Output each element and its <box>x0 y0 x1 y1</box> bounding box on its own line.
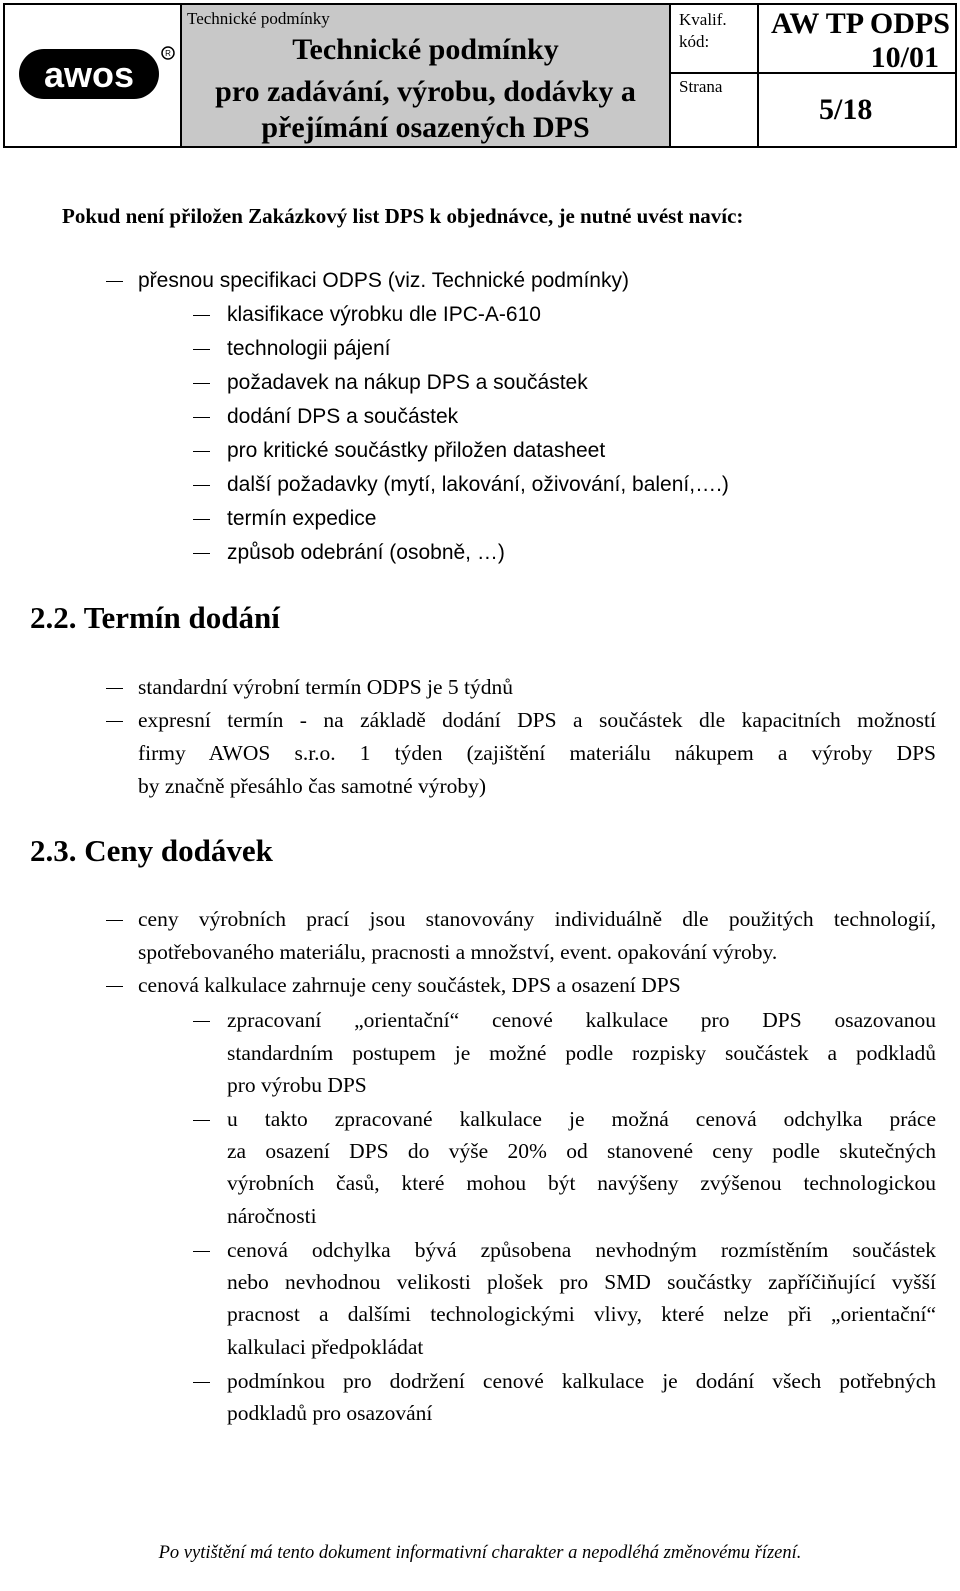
kvalif-value-1: AW TP ODPS <box>771 7 950 40</box>
dash-marker <box>193 1382 210 1383</box>
kvalif-label-1: Kvalif. <box>679 10 727 29</box>
list-item: standardní výrobní termín ODPS je 5 týdnů <box>138 675 514 699</box>
awos-logo <box>17 45 177 105</box>
list-item-line: ceny výrobních prací jsou stanovovány individuálně dle použitých technologií, <box>138 907 936 931</box>
kvalif-label-2: kód: <box>679 32 710 51</box>
label-divider <box>671 72 757 74</box>
dash-marker <box>193 383 210 384</box>
header-small-title: Technické podmínky <box>187 9 330 28</box>
svg-text:R: R <box>165 49 171 58</box>
dash-marker <box>193 1120 210 1121</box>
dash-marker <box>193 451 210 452</box>
dash-marker <box>106 986 123 987</box>
kvalif-value-2: 10/01 <box>870 41 939 74</box>
intro-text: Pokud není přiložen Zakázkový list DPS k objednávce, je nutné uvést navíc: <box>62 204 744 228</box>
page-label: Strana <box>679 77 723 96</box>
dash-marker <box>106 281 123 282</box>
sub-item-line: výrobních časů, které mohou být navýšeny zvýšenou technologickou <box>227 1171 936 1195</box>
sub-item-line: u takto zpracované kalkulace je možná cenová odchylka práce <box>227 1107 936 1131</box>
sub-item-line: náročnosti <box>227 1204 317 1228</box>
list-item: klasifikace výrobku dle IPC-A-610 <box>227 303 541 326</box>
section-heading: 2.3. Ceny dodávek <box>30 833 273 868</box>
list-item-line: by značně přesáhlo čas samotné výroby) <box>138 774 487 798</box>
list-item: další požadavky (mytí, lakování, oživování, balení,….) <box>227 473 729 496</box>
list-item: požadavek na nákup DPS a součástek <box>227 371 588 394</box>
document-header <box>3 3 957 148</box>
dash-marker <box>193 315 210 316</box>
sub-item-line: za osazení DPS do výše 20% od stanovené ceny podle skutečných <box>227 1139 936 1163</box>
page-value: 5/18 <box>819 93 873 126</box>
header-title-line2: pro zadávání, výrobu, dodávky a <box>215 75 636 108</box>
sub-item-line: kalkulaci předpokládat <box>227 1335 424 1359</box>
sub-item-line: pracnost a dalšími technologickými vlivy, které nelze při „orientační“ <box>227 1302 936 1326</box>
sub-item-line: pro výrobu DPS <box>227 1073 367 1097</box>
list-item-line: spotřebovaného materiálu, pracnosti a množství, event. opakování výroby. <box>138 940 778 964</box>
value-divider <box>759 72 955 74</box>
dash-marker <box>193 519 210 520</box>
list-item: pro kritické součástky přiložen datasheet <box>227 439 606 462</box>
dash-marker <box>193 1021 210 1022</box>
title-cell <box>182 5 671 146</box>
list-item: způsob odebrání (osobně, …) <box>227 541 505 564</box>
svg-text:awos: awos <box>43 54 135 95</box>
list-item: dodání DPS a součástek <box>227 405 459 428</box>
logo-cell <box>5 5 182 146</box>
list-item: termín expedice <box>227 507 377 530</box>
sub-item-line: nebo nevhodnou velikosti plošek pro SMD součástky zapříčiňující vyšší <box>227 1270 936 1294</box>
list-item: cenová kalkulace zahrnuje ceny součástek, DPS a osazení DPS <box>138 973 681 997</box>
list-item-line: expresní termín - na základě dodání DPS a součástek dle kapacitních možností <box>138 708 936 732</box>
section-heading: 2.2. Termín dodání <box>30 600 280 635</box>
dash-marker <box>193 1251 210 1252</box>
label-cell <box>671 5 759 146</box>
value-cell <box>759 5 955 146</box>
dash-marker <box>106 688 123 689</box>
sub-item-line: standardním postupem je možné podle rozpisky součástek a podkladů <box>227 1041 936 1065</box>
sub-item-line: podmínkou pro dodržení cenové kalkulace je dodání všech potřebných <box>227 1369 936 1393</box>
list-item: technologii pájení <box>227 337 391 360</box>
dash-marker <box>193 553 210 554</box>
list-item-line: firmy AWOS s.r.o. 1 týden (zajištění materiálu nákupem a výroby DPS <box>138 741 936 765</box>
dash-marker <box>106 721 123 722</box>
dash-marker <box>193 417 210 418</box>
sub-item-line: zpracovaní „orientační“ cenové kalkulace pro DPS osazovanou <box>227 1008 936 1032</box>
header-title-line3: přejímání osazených DPS <box>261 111 590 144</box>
sub-item-line: cenová odchylka bývá způsobena nevhodným rozmístěním součástek <box>227 1238 936 1262</box>
dash-marker <box>193 349 210 350</box>
header-title-line1: Technické podmínky <box>292 33 559 66</box>
page-footer: Po vytištění má tento dokument informativní charakter a nepodléhá změnovému řízení. <box>158 1543 802 1563</box>
dash-marker <box>106 920 123 921</box>
dash-marker <box>193 485 210 486</box>
list-item: přesnou specifikaci ODPS (viz. Technické podmínky) <box>138 269 629 292</box>
sub-item-line: podkladů pro osazování <box>227 1401 433 1425</box>
